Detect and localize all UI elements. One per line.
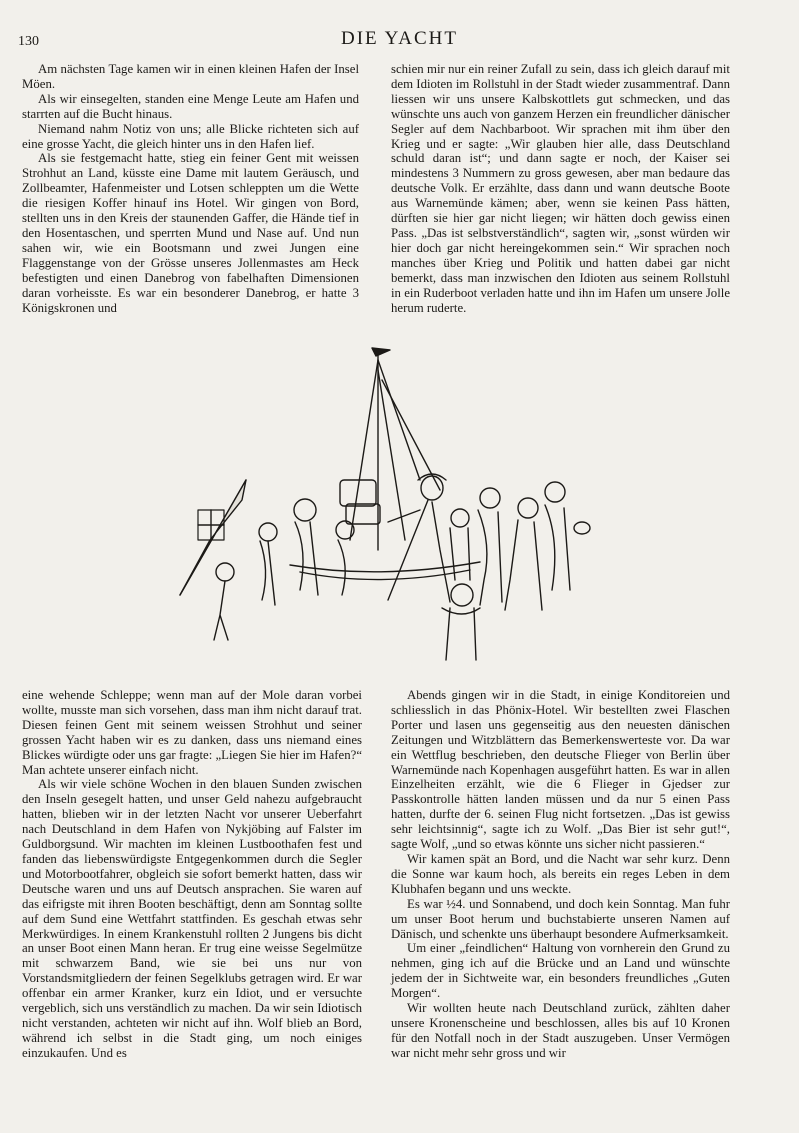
column-top-left: [22, 62, 359, 315]
paragraph: Niemand nahm Notiz von uns; alle Blicke richteten sich auf eine grosse Yacht, die gleich hinter uns in den Hafen lief.: [22, 121, 359, 151]
paragraph: Als wir einsegelten, standen eine Menge Leute am Hafen und starrten auf die Bucht hinaus.: [22, 91, 359, 121]
harbor-crowd-illustration: [150, 340, 620, 680]
column-bottom-right: [391, 688, 730, 1061]
column-top-right: [391, 62, 730, 315]
page-number: 130: [18, 34, 39, 49]
paragraph: Um einer „feindlichen“ Haltung von vornherein den Grund zu nehmen, ging ich auf die Brücke und an Land und wünschte jedem der in Sichtweite war, ein besonders freundliches „Guten Morgen“.: [391, 941, 730, 1001]
paragraph: Am nächsten Tage kamen wir in einen kleinen Hafen der Insel Möen.: [22, 62, 359, 91]
running-title: DIE YACHT: [340, 28, 459, 49]
paragraph: schien mir nur ein reiner Zufall zu sein, dass ich gleich darauf mit dem Idioten im Rollstuhl in der Stadt wieder zusammentraf. Dann liessen wir uns unsere Kalbskottlets gut schmecken, und das wünschte uns auch von ganzem Herzen ein freundlicher dänischer Segler auf dem Nachbarboot. Wir sprachen mit ihm über den Krieg und er sagte: „Wir glauben hier alle, dass Deutschland schuld daran ist“; und dann sagte er noch, der Kaiser sei mindestens 3 Nummern zu gross gewesen, aber man bedaure das deutsche Volk. Er erzählte, dass dann und wann deutsche Boote aus Warnemünde kämen; aber, wenn sie keinen Pass hätten, dürften sie hier gar nicht liegen; wir hätten doch gewiss einen Pass. „Das ist selbstverständlich“, sagten wir, „sonst würden wir hier doch gar nicht hereingekommen sein.“ Wir sprachen noch manches über Krieg und Politik und hatten dabei gar nicht bemerkt, dass man inzwischen den Idioten aus seinem Rollstuhl in ein Ruderboot verladen hatte und ihn im Hafen um unsere Jolle herum ruderte.: [391, 62, 730, 315]
paragraph: Es war ½4. und Sonnabend, und doch kein Sonntag. Man fuhr um unser Boot herum und buchstabierte unseren Namen auf Dänisch, und schenkte uns überhaupt besondere Aufmerksamkeit.: [391, 896, 730, 941]
paragraph: Als sie festgemacht hatte, stieg ein feiner Gent mit weissen Strohhut an Land, küsste eine Dame mit lautem Geräusch, und Zollbeamter, Hafenmeister und Lotsen schleppten um die Wette die riesigen Koffer hinauf ins Hotel. Wir gingen von Bord, stellten uns in den Kreis der staunenden Gaffer, die Hände tief in den Hosentaschen, und sperrten Mund und Nase auf. Und nun sahen wir, wie ein Bootsmann und zwei Jungen eine Flaggenstange von der Grösse unseres Jollenmastes am Heck befestigten und einen Danebrog von fabelhaften Dimensionen daran vorheisste. Es war ein besonderer Danebrog, er hatte 3 Königskronen und: [22, 151, 359, 315]
paragraph: Wir kamen spät an Bord, und die Nacht war sehr kurz. Denn die Sonne war kaum hoch, als bereits ein reges Leben in dem Klubhafen begann und uns weckte.: [391, 851, 730, 896]
paragraph: eine wehende Schleppe; wenn man auf der Mole daran vorbei wollte, musste man sich vorsehen, dass man ihm nicht darauf trat. Diesen feinen Gent mit seinem weissen Strohhut und seiner grossen Yacht haben wir es zu danken, dass uns niemand eines Blickes würdigte oder uns gar fragte: „Liegen Sie hier im Hafen?“ Man achtete unserer einfach nicht.: [22, 688, 362, 777]
column-bottom-left: [22, 688, 362, 1061]
paragraph: Als wir viele schöne Wochen in den blauen Sunden zwischen den Inseln gesegelt hatten, und unser Geld nahezu aufgebraucht hatten, blieben wir in der letzten Nacht vor unserer Ueberfahrt nach Deutschland in dem Hafen von Nykjöbing auf Falster im Guldborgsund. Wir machten im kleinen Lustboothafen fest und fanden das liebenswürdigste Entgegenkommen durch die Segler und Motorbootfahrer, obgleich sie sofort bemerkt hatten, dass wir Deutsche waren und uns auf Deutsch ansprachen. Sie waren auf das eifrigste mit ihren Booten beschäftigt, denn am Sonntag sollte auf dem Sund eine Wettfahrt stattfinden. Es geschah etwas sehr Merkwürdiges. In einem Krankenstuhl rollten 2 Jungens bis dicht an unser Boot einen Mann heran. Er trug eine weisse Segelmütze mit schwarzem Band, wie sie bei uns nur von Vorstandsmitgliedern der feinen Segelklubs getragen wird. Er war offenbar ein armer Kranker, kurz ein Idiot, und er versuchte vergeblich, sich uns verständlich zu machen. Da wir sein Idiotisch nicht verstanden, achteten wir nicht auf ihn. Wolf blieb an Bord, während ich selbst in die Stadt ging, um noch einiges einzukaufen. Und es: [22, 777, 362, 1060]
paragraph: Abends gingen wir in die Stadt, in einige Konditoreien und schliesslich in das Phönix-Hotel. Wir bestellten zwei Flaschen Porter und lasen uns gegenseitig aus den neuesten dänischen Zeitungen und Witzblättern das Bemerkenswerteste vor. Da war ein Wettflug beschrieben, den deutsche Flieger von Berlin über Warnemünde nach Kopenhagen ausgeführt hatten. Es war in allen Einzelheiten erzählt, wie die 6 Flieger in Gjedser zur Passkontrolle hätten landen müssen und da nur 5 einen Pass hatten, durfte der 6. seinen Flug nicht fortsetzen. „Das ist gewiss sehr leichtsinnig“, sagte ich zu Wolf. „Das Bier ist sehr gut!“, sagte Wolf, „und so etwas könnte uns sicher nicht passieren.“: [391, 688, 730, 852]
paragraph: Wir wollten heute nach Deutschland zurück, zählten daher unsere Kronenscheine und beschlossen, alles bis auf 10 Kronen für den Notfall noch in der Stadt auszugeben. Unser Vermögen war nicht mehr sehr gross und wir: [391, 1001, 730, 1060]
